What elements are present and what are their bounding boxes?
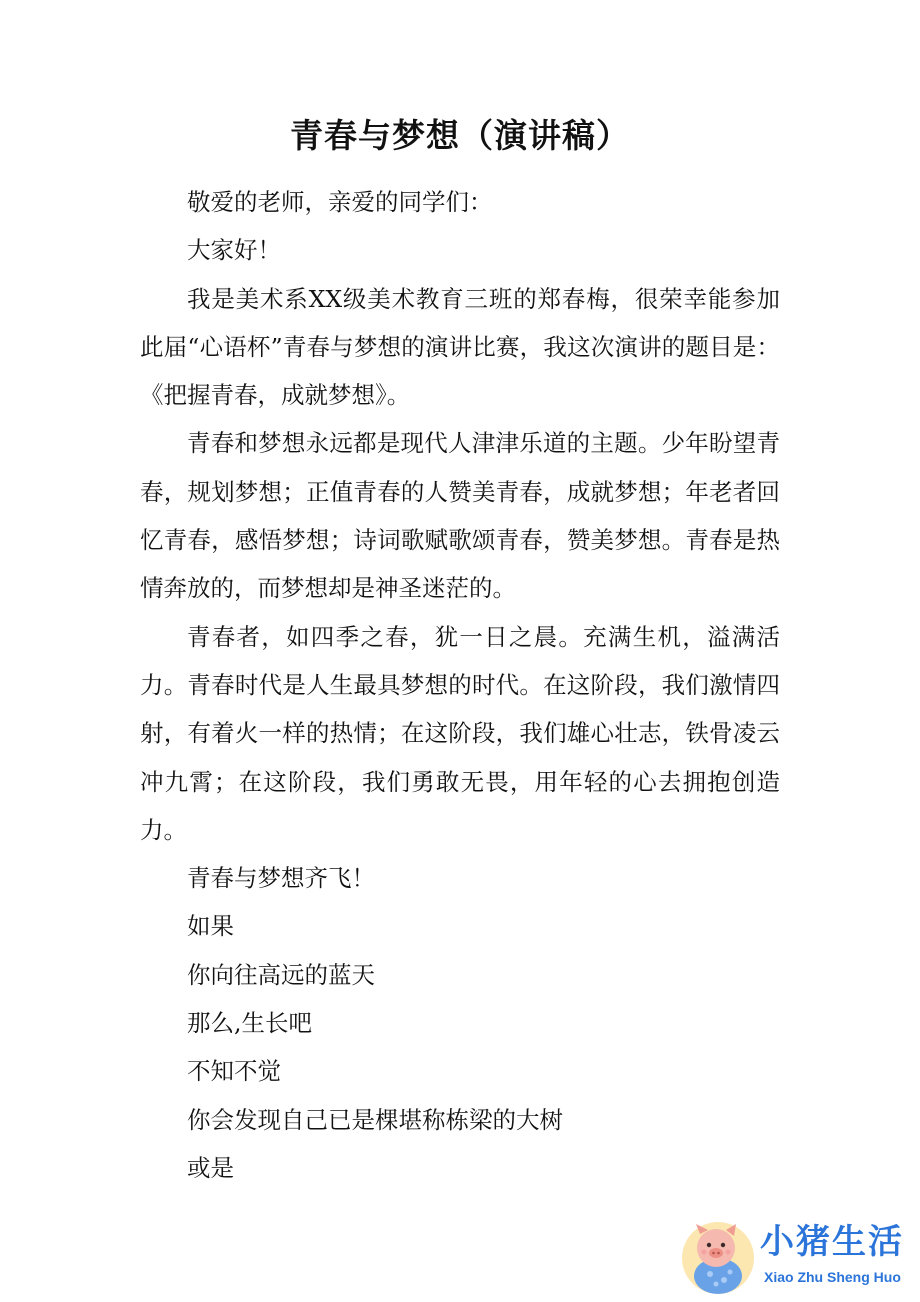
watermark-name-en: Xiao Zhu Sheng Huo: [764, 1269, 901, 1285]
watermark-logo: [680, 1216, 916, 1298]
paragraph-hello: 大家好！: [187, 236, 281, 265]
document-title: 青春与梦想（演讲稿）: [290, 116, 630, 155]
paragraph-line: 或是: [187, 1153, 234, 1182]
watermark-name-cn: 小猪生活: [760, 1222, 904, 1262]
paragraph-line: 青春与梦想齐飞！: [187, 864, 375, 893]
paragraph-line: 那么,生长吧: [187, 1009, 312, 1038]
document-body: [140, 178, 780, 1192]
paragraph-line: 如果: [187, 912, 234, 941]
paragraph-greeting: 敬爱的老师，亲爱的同学们：: [187, 188, 493, 216]
paragraph-youth: 青春者，如四季之春，犹一日之晨。充满生机，溢满活力。青春时代是人生最具梦想的时代。在这阶段，我们激情四射，有着火一样的热情；在这阶段，我们雄心壮志，铁骨凌云冲九霄；在这阶段，我们勇敢无畏，用年轻的心去拥抱创造力。: [140, 622, 780, 844]
pig-mascot-icon: [680, 1218, 758, 1296]
paragraph-theme: 青春和梦想永远都是现代人津津乐道的主题。少年盼望青春，规划梦想；正值青春的人赞美青春，成就梦想；年老者回忆青春，感悟梦想；诗词歌赋歌颂青春，赞美梦想。青春是热情奔放的，而梦想却是神圣迷茫的。: [140, 429, 780, 603]
paragraph-line: 不知不觉: [187, 1057, 281, 1086]
paragraph-intro: 我是美术系XX级美术教育三班的郑春梅，很荣幸能参加此届“心语杯”青春与梦想的演讲比赛，我这次演讲的题目是：《把握青春，成就梦想》。: [140, 284, 780, 410]
paragraph-line: 你会发现自己已是棵堪称栋梁的大树: [187, 1105, 563, 1134]
paragraph-line: 你向往高远的蓝天: [187, 960, 375, 989]
